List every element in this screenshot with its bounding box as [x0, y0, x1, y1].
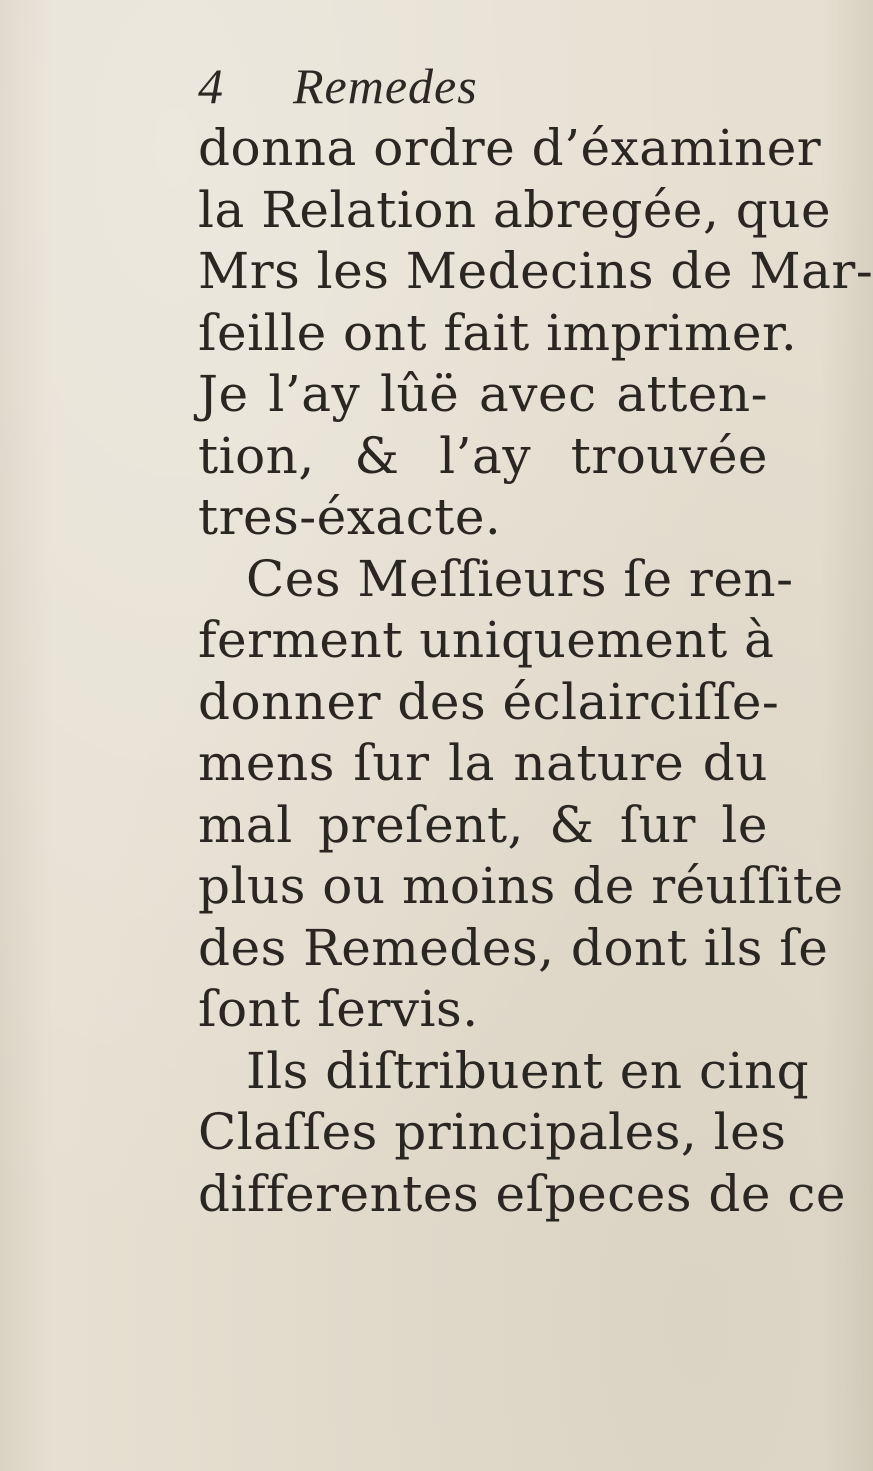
text-line: donna ordre d’éxaminer — [198, 119, 822, 177]
body-text — [198, 118, 873, 1225]
running-title: Remedes — [293, 58, 478, 114]
text-line: ſeille ont fait imprimer. — [198, 303, 798, 362]
paragraph-start-line: Ces Meſſieurs ſe ren- — [246, 549, 794, 608]
text-line: tres-éxacte. — [198, 488, 502, 546]
text-line: mens ſur la nature du — [198, 734, 768, 792]
text-line: Claſſes principales, les — [198, 1103, 787, 1161]
text-line: la Relation abregée, que — [198, 180, 832, 239]
text-line: differentes eſpeces de ce — [198, 1164, 846, 1223]
text-line: ferment uniquement à — [198, 611, 775, 669]
text-line: tion, & l’ay trouvée — [198, 426, 768, 485]
paragraph-start-line: Ils diſtribuent en cinq — [246, 1041, 810, 1100]
text-line: mal preſent, & ſur le — [198, 795, 768, 854]
running-head — [198, 56, 478, 116]
text-line: Je l’ay lûë avec atten- — [198, 365, 768, 423]
text-line: ſont ſervis. — [198, 980, 479, 1038]
text-line: Mrs les Medecins de Mar- — [198, 242, 873, 300]
text-line: des Remedes, dont ils ſe — [198, 918, 829, 977]
text-line: plus ou moins de réuſſite — [198, 857, 844, 915]
page-number: 4 — [198, 58, 223, 114]
text-line: donner des éclairciſſe- — [198, 672, 780, 731]
